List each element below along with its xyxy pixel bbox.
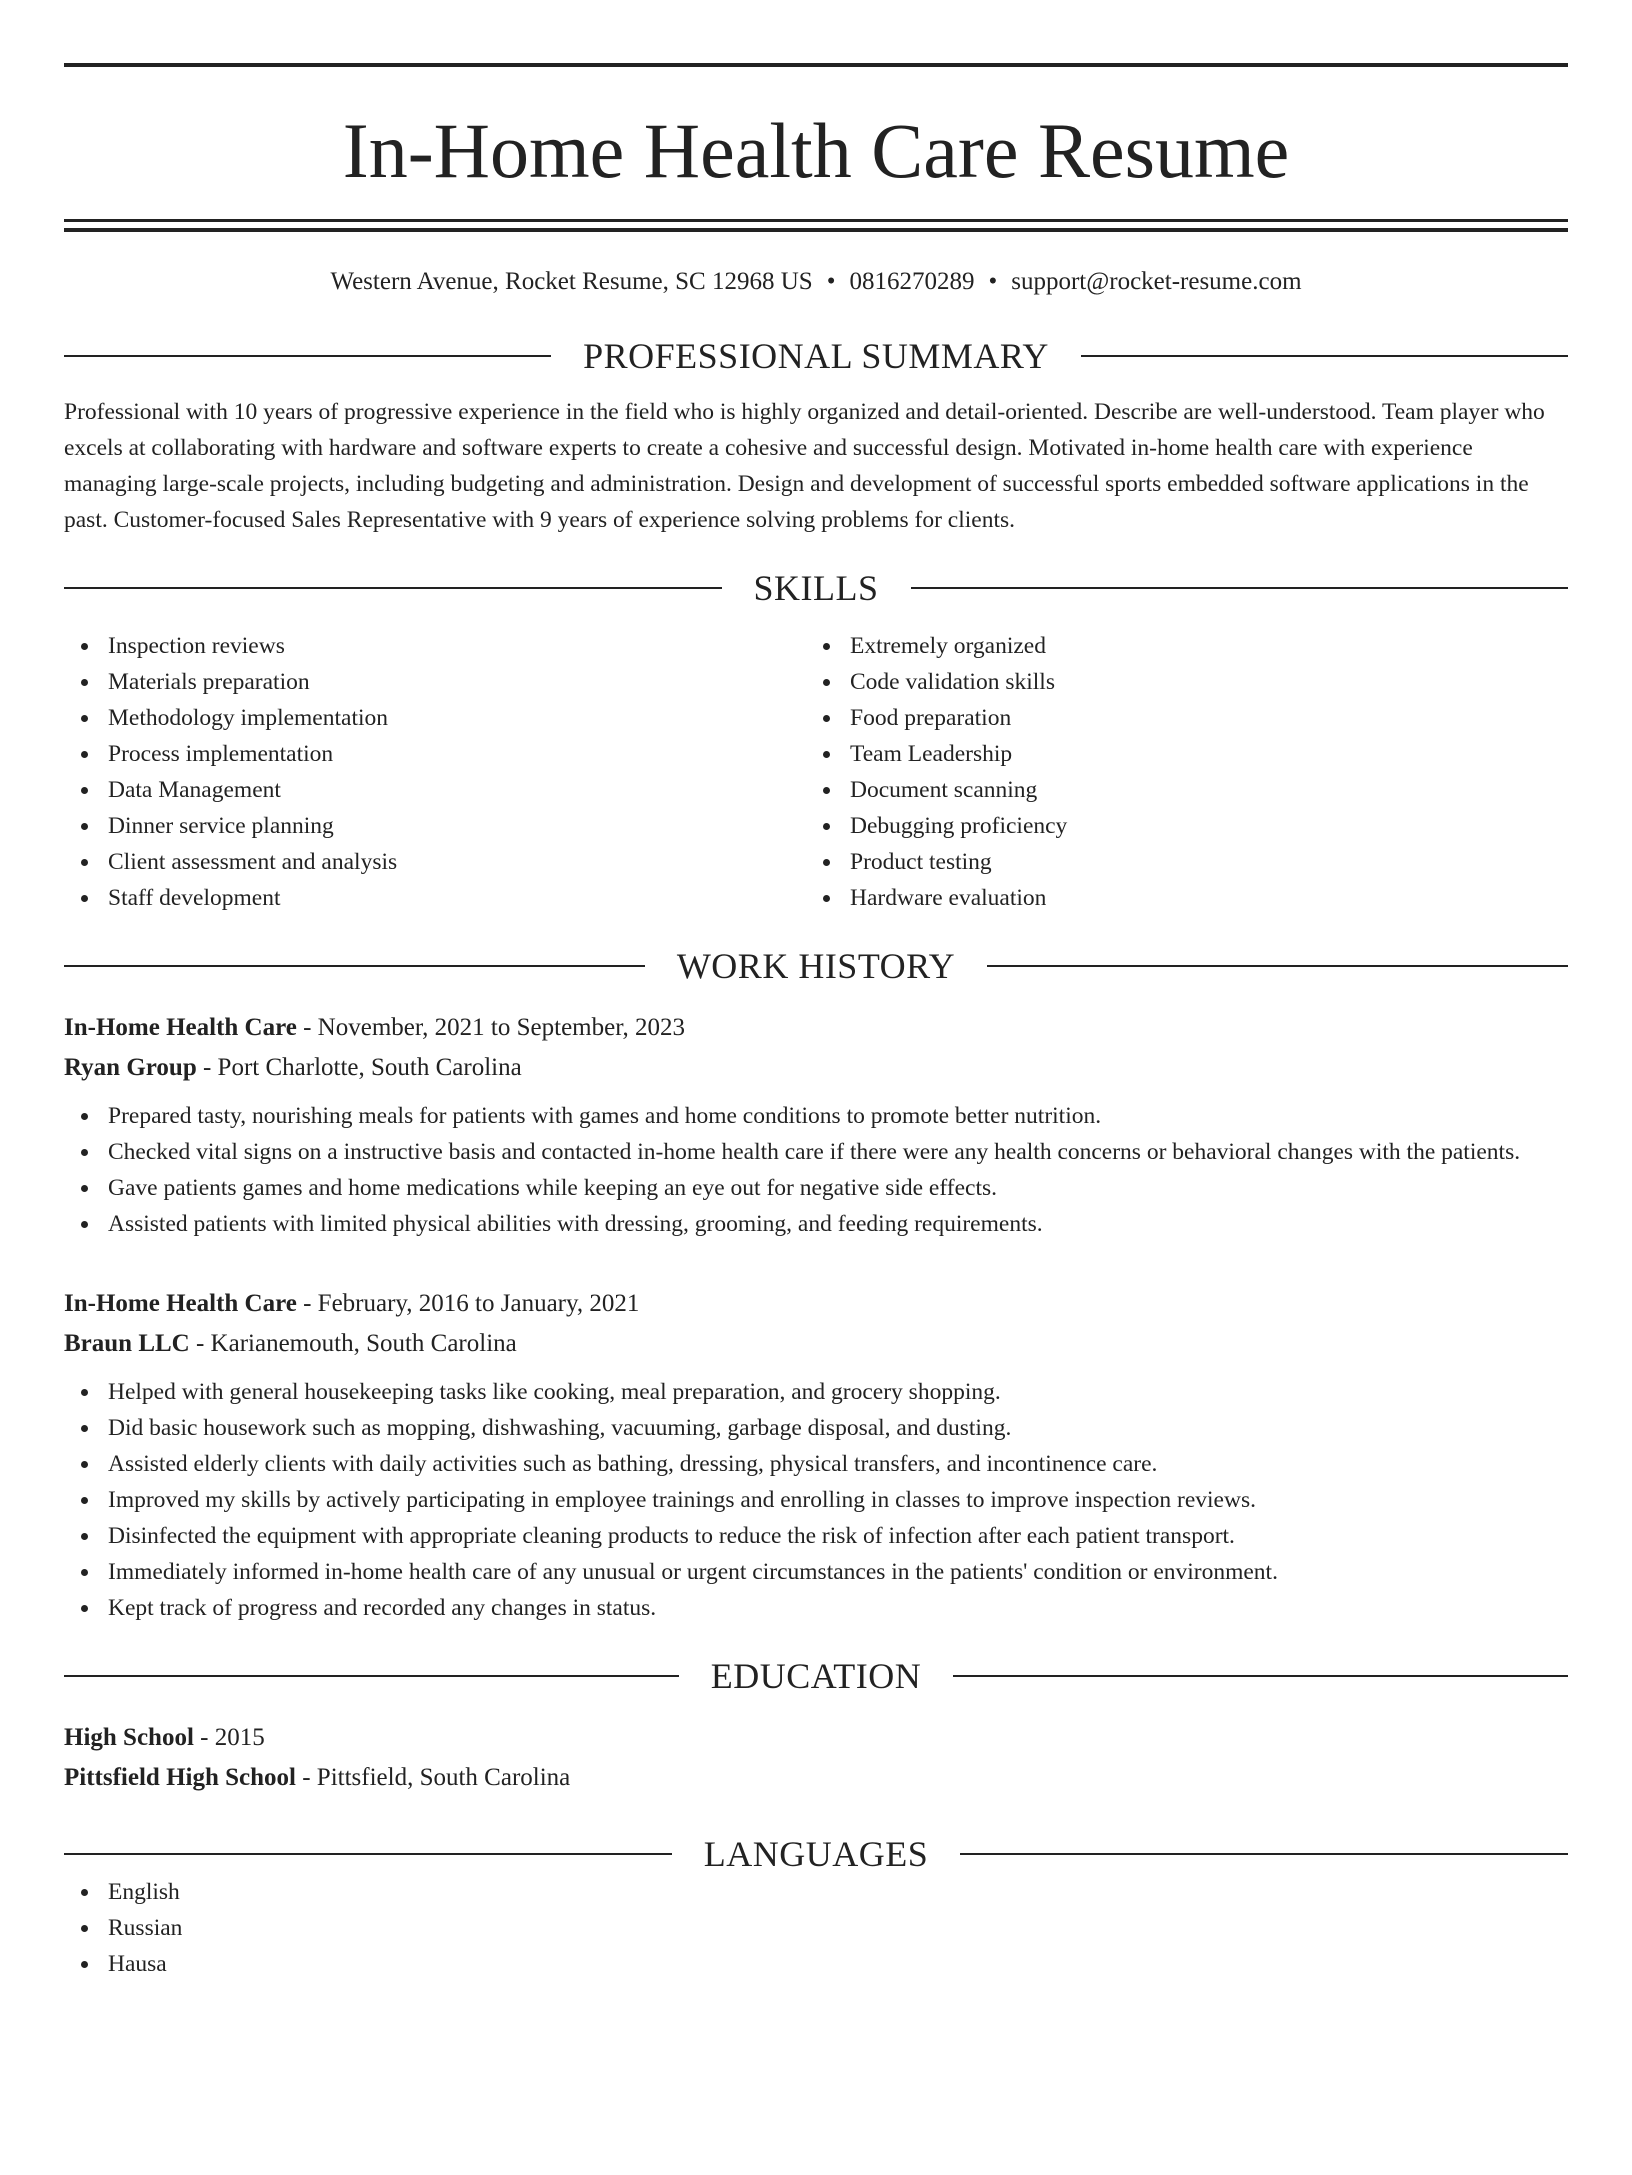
education-location: - Pittsfield, South Carolina <box>295 1764 571 1791</box>
resume-page <box>0 63 1632 2175</box>
job-duty: Immediately informed in-home health care of any unusual or urgent circumstances in the patients' condition or environment. <box>64 1554 1568 1590</box>
job-duties <box>64 1098 1568 1242</box>
job-company: Braun LLC <box>64 1330 190 1357</box>
summary-text: Professional with 10 years of progressive experience in the field who is highly organized and detail-oriented. Describe are well-understood. Team player who excels at collaborating with hardware and software experts to create a cohesive and successful design. Motivated in-home health care with experience managing large-scale projects, including budgeting and administration. Design and development of successful sports embedded software applications in the past. Customer-focused Sales Representative with 9 years of experience solving problems for clients. <box>64 399 1545 533</box>
resume-title: In-Home Health Care Resume <box>342 107 1290 194</box>
contact-separator: • <box>826 268 836 295</box>
skill-item: Data Management <box>64 772 806 808</box>
heading-rule <box>64 587 722 589</box>
languages-list <box>64 1874 1568 1982</box>
job-duty: Gave patients games and home medications while keeping an eye out for negative side effects. <box>64 1170 1568 1206</box>
section-heading-label: SKILLS <box>753 568 879 608</box>
heading-rule <box>64 1675 679 1677</box>
section-heading-label: LANGUAGES <box>703 1834 929 1874</box>
skill-item: Methodology implementation <box>64 700 806 736</box>
job-title-line <box>64 1284 1568 1324</box>
section-heading-summary <box>64 336 1568 376</box>
heading-rule <box>953 1675 1568 1677</box>
top-rule <box>64 63 1568 67</box>
contact-address: Western Avenue, Rocket Resume, SC 12968 US <box>330 268 813 295</box>
education-school-line <box>64 1758 1568 1798</box>
job-duty: Improved my skills by actively participating in employee trainings and enrolling in classes to improve inspection reviews. <box>64 1482 1568 1518</box>
skills-column-left <box>64 628 806 916</box>
job-location: - Port Charlotte, South Carolina <box>196 1054 522 1081</box>
education-entry <box>64 1718 1568 1798</box>
job-entry <box>64 1008 1568 1242</box>
contact-separator: • <box>988 268 998 295</box>
title-double-rule <box>64 219 1568 232</box>
skill-item: Debugging proficiency <box>806 808 1548 844</box>
education-degree-line <box>64 1718 1568 1758</box>
section-heading-languages <box>64 1834 1568 1874</box>
skill-item: Food preparation <box>806 700 1548 736</box>
section-heading-label: WORK HISTORY <box>676 946 956 986</box>
contact-phone: 0816270289 <box>849 268 975 295</box>
skill-item: Team Leadership <box>806 736 1548 772</box>
skills-list <box>64 628 1568 916</box>
heading-rule <box>987 965 1568 967</box>
heading-rule <box>911 587 1569 589</box>
job-company: Ryan Group <box>64 1054 197 1081</box>
job-dates: - November, 2021 to September, 2023 <box>296 1014 686 1041</box>
job-company-line <box>64 1048 1568 1088</box>
job-duty: Assisted elderly clients with daily activities such as bathing, dressing, physical transfers, and incontinence care. <box>64 1446 1568 1482</box>
heading-rule <box>64 1853 672 1855</box>
education-year: - 2015 <box>193 1724 265 1751</box>
heading-rule <box>1081 355 1568 357</box>
contact-line <box>64 266 1568 298</box>
section-heading-label: EDUCATION <box>710 1656 922 1696</box>
education-school: Pittsfield High School <box>64 1764 296 1791</box>
education-degree: High School <box>64 1724 194 1751</box>
skill-item: Code validation skills <box>806 664 1548 700</box>
skill-item: Materials preparation <box>64 664 806 700</box>
skill-item: Extremely organized <box>806 628 1548 664</box>
skill-item: Client assessment and analysis <box>64 844 806 880</box>
job-location: - Karianemouth, South Carolina <box>189 1330 517 1357</box>
section-heading-skills <box>64 568 1568 608</box>
skill-item: Hardware evaluation <box>806 880 1548 916</box>
heading-rule <box>64 965 645 967</box>
language-item: Russian <box>64 1910 1568 1946</box>
skill-item: Dinner service planning <box>64 808 806 844</box>
contact-email[interactable]: support@rocket-resume.com <box>1011 268 1302 295</box>
job-entry <box>64 1284 1568 1626</box>
job-duties <box>64 1374 1568 1626</box>
skill-item: Staff development <box>64 880 806 916</box>
section-heading-label: PROFESSIONAL SUMMARY <box>583 336 1049 376</box>
skill-item: Product testing <box>806 844 1548 880</box>
job-duty: Prepared tasty, nourishing meals for patients with games and home conditions to promote better nutrition. <box>64 1098 1568 1134</box>
job-title: In-Home Health Care <box>64 1290 297 1317</box>
job-duty: Assisted patients with limited physical abilities with dressing, grooming, and feeding requirements. <box>64 1206 1568 1242</box>
job-duty: Did basic housework such as mopping, dishwashing, vacuuming, garbage disposal, and dusting. <box>64 1410 1568 1446</box>
skill-item: Inspection reviews <box>64 628 806 664</box>
job-company-line <box>64 1324 1568 1364</box>
skill-item: Process implementation <box>64 736 806 772</box>
skills-column-right <box>806 628 1548 916</box>
job-duty: Checked vital signs on a instructive basis and contacted in-home health care if there were any health concerns or behavioral changes with the patients. <box>64 1134 1568 1170</box>
language-item: Hausa <box>64 1946 1568 1982</box>
skill-item: Document scanning <box>806 772 1548 808</box>
job-duty: Disinfected the equipment with appropriate cleaning products to reduce the risk of infection after each patient transport. <box>64 1518 1568 1554</box>
job-dates: - February, 2016 to January, 2021 <box>296 1290 640 1317</box>
heading-rule <box>64 355 551 357</box>
section-heading-education <box>64 1656 1568 1696</box>
job-title-line <box>64 1008 1568 1048</box>
job-title: In-Home Health Care <box>64 1014 297 1041</box>
job-duty: Kept track of progress and recorded any changes in status. <box>64 1590 1568 1626</box>
language-item: English <box>64 1874 1568 1910</box>
section-heading-work-history <box>64 946 1568 986</box>
job-duty: Helped with general housekeeping tasks like cooking, meal preparation, and grocery shopping. <box>64 1374 1568 1410</box>
heading-rule <box>960 1853 1568 1855</box>
